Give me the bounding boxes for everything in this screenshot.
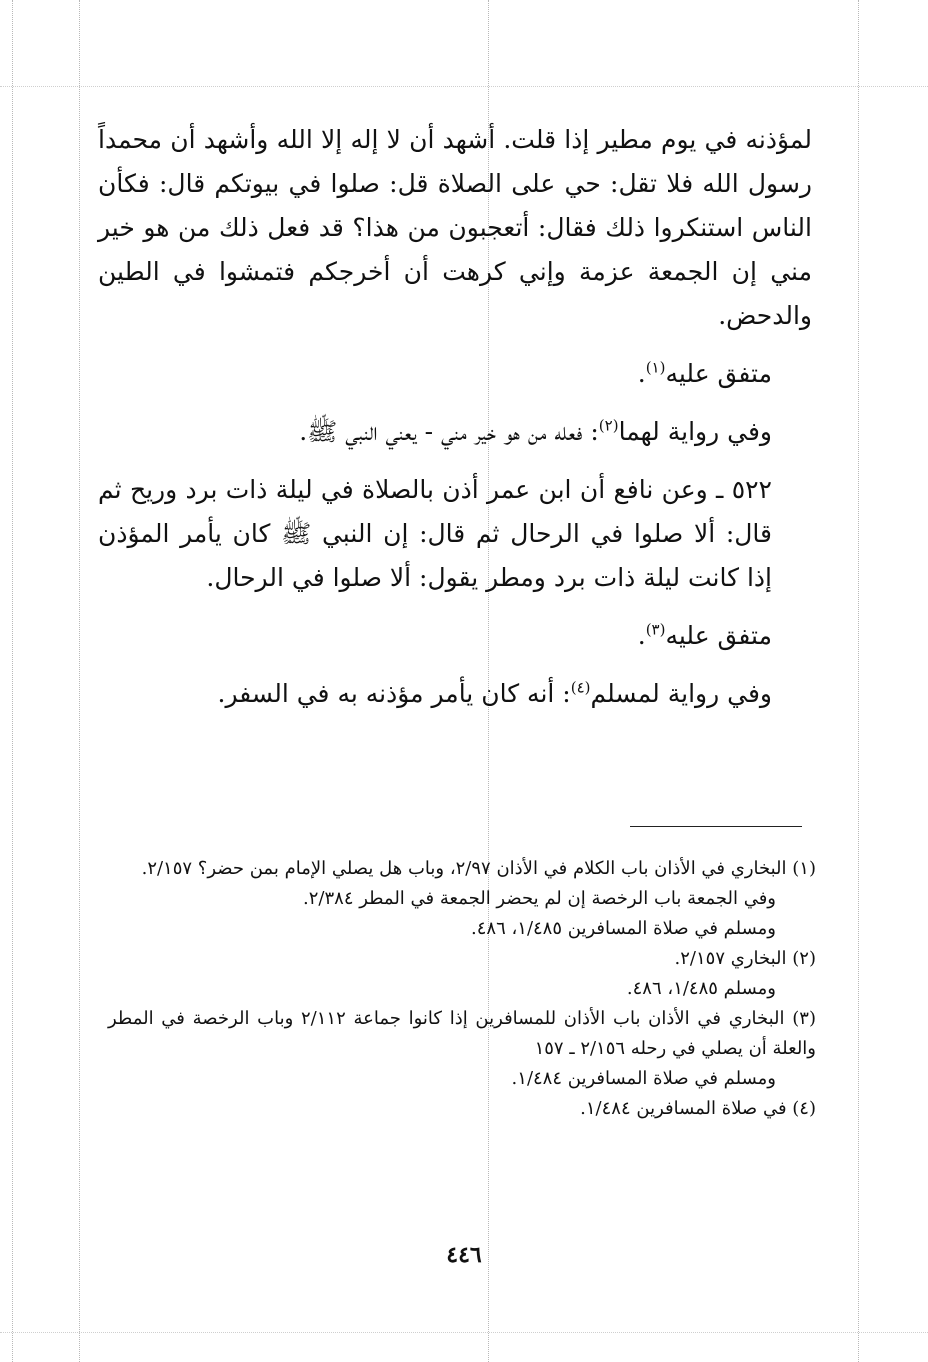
main-text [98, 118, 812, 716]
riwaya-line-1 [98, 410, 812, 454]
agreed-text: متفق عليه [665, 359, 772, 388]
agreed-text: متفق عليه [665, 621, 772, 650]
footnote-4: (٤) في صلاة المسافرين ١/٤٨٤. [580, 1098, 816, 1119]
footnote-1-continuation: ومسلم في صلاة المسافرين ١/٤٨٥، ٤٨٦. [471, 918, 776, 939]
hadith-522: ٥٢٢ ـ وعن نافع أن ابن عمر أذن بالصلاة في ليلة ذات برد وريح ثم قال: ألا صلوا في الرحال ثم قال: إن النبي ﷺ كان يأمر المؤذن إذا كانت ليلة ذات برد ومطر يقول: ألا صلوا في الرحال. [98, 475, 772, 592]
agreed-upon-note-1 [98, 352, 812, 396]
footnote-1-continuation: وفي الجمعة باب الرخصة إن لم يحضر الجمعة في المطر ٢/٣٨٤. [303, 888, 776, 909]
footnote-2: (٢) البخاري ٢/١٥٧. [674, 948, 816, 969]
footnote-1: (١) البخاري في الأذان باب الكلام في الأذان ٢/٩٧، وباب هل يصلي الإمام بمن حضر؟ ٢/١٥٧. [141, 858, 816, 879]
riwaya-line-2 [98, 672, 812, 716]
footnote-ref-3: (٣) [645, 620, 666, 639]
scan-guide [0, 86, 928, 87]
riwaya-label: وفي رواية لمسلم [590, 679, 772, 708]
period: . [637, 359, 646, 388]
footnote-3: (٣) البخاري في الأذان باب الأذان للمسافرين إذا كانوا جماعة ٢/١١٢ وباب الرخصة في المطر والعلة أن يصلي في رحله ٢/١٥٦ ـ ١٥٧ [108, 1008, 816, 1059]
footnote-ref-2: (٢) [598, 416, 619, 435]
riwaya-text: : فعله من هو خير مني - يعني النبي ﷺ. [299, 417, 599, 446]
period: . [637, 621, 646, 650]
footnote-ref-1: (١) [645, 358, 666, 377]
footnote-ref-4: (٤) [570, 678, 591, 697]
scan-guide [79, 0, 80, 1362]
agreed-upon-note-2 [98, 614, 812, 658]
paragraph-continuation: لمؤذنه في يوم مطير إذا قلت. أشهد أن لا إله إلا الله وأشهد أن محمداً رسول الله فلا تقل: حي على الصلاة قل: صلوا في بيوتكم قال: فكأن الناس استنكروا ذلك فقال: أتعجبون من هذا؟ قد فعل ذلك من هو خير مني إن الجمعة عزمة وإني كرهت أن أخرجكم فتمشوا في الطين والدحض. [98, 125, 812, 330]
scan-guide [0, 1332, 928, 1333]
footnote-2-continuation: ومسلم ١/٤٨٥، ٤٨٦. [626, 978, 776, 999]
riwaya-text: : أنه كان يأمر مؤذنه به في السفر. [217, 679, 571, 708]
footnotes [108, 854, 816, 1124]
footnote-separator [630, 826, 802, 827]
scan-guide [858, 0, 859, 1362]
footnote-3-continuation: ومسلم في صلاة المسافرين ١/٤٨٤. [511, 1068, 776, 1089]
page-number: ٤٤٦ [446, 1242, 482, 1268]
riwaya-label: وفي رواية لهما [618, 417, 772, 446]
scan-guide [12, 0, 13, 1362]
